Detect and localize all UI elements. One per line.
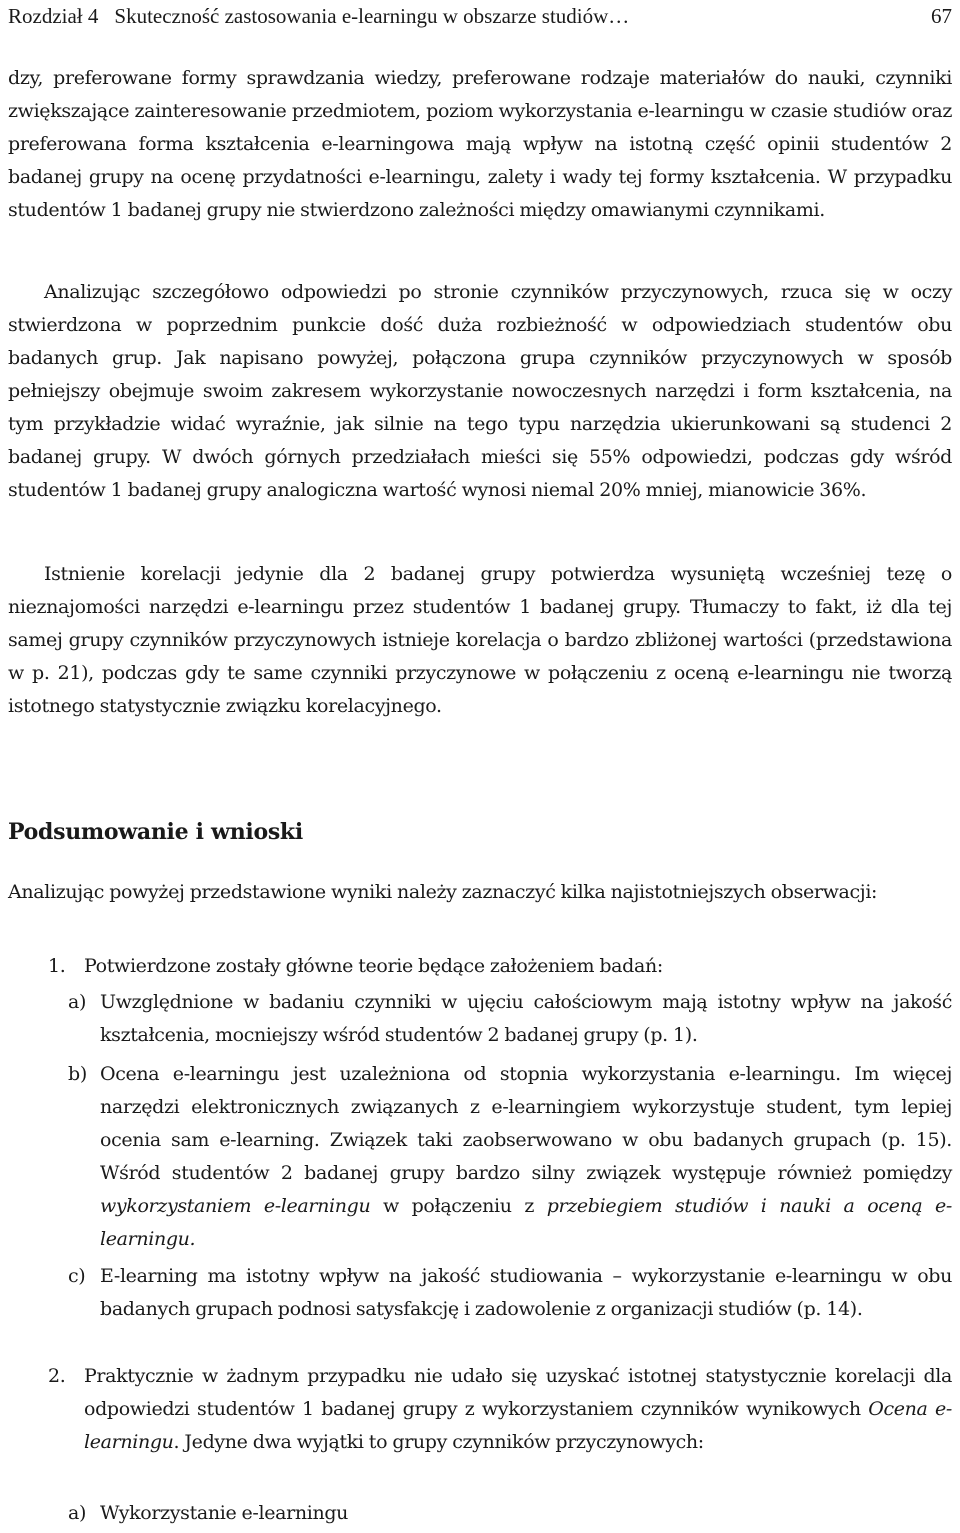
section-heading: Podsumowanie i wnioski bbox=[8, 819, 303, 845]
paragraph-continuation: dzy, preferowane formy sprawdzania wiedzy, preferowane rodzaje materiałów do nauki, czynniki zwiększające zainteresowanie przedmiotem, poziom wykorzystania e-learningu w czasie studiów oraz preferowana forma kształcenia e-learningowa mają wpływ na istotną część opinii studentów 2 badanej grupy na ocenę przydatności e-learningu, zalety i wady tej formy kształcenia. W przypadku studentów 1 badanej grupy nie stwierdzono zależności między omawianymi czynnikami. bbox=[8, 67, 952, 221]
sub-item-c bbox=[68, 1260, 952, 1326]
sub-item-text: Uwzględnione w badaniu czynniki w ujęciu całościowym mają istotny wpływ na jakość kształcenia, mocniejszy wśród studentów 2 badanej grupy (p. 1). bbox=[100, 991, 952, 1046]
sub-item-text: w połączeniu z bbox=[370, 1195, 547, 1217]
italic-term: wykorzystaniem e-learningu bbox=[100, 1195, 371, 1217]
sub-item-text: Ocena e-learningu jest uzależniona od stopnia wykorzystania e-learningu. Im więcej narzędzi elektronicznych związanych z e-learningiem wykorzystuje student, tym lepiej ocenia sam e-learning. Związek taki zaobserwowano w obu badanych grupach (p. 15). Wśród studentów 2 badanej grupy bardzo silny związek występuje również pomiędzy bbox=[100, 1063, 952, 1184]
chapter-label: Rozdział 4 bbox=[8, 4, 99, 28]
running-header bbox=[8, 2, 952, 30]
sub-item-b bbox=[68, 1058, 952, 1256]
sub-item-letter: c) bbox=[68, 1265, 86, 1287]
list-item-text: Potwierdzone zostały główne teorie będące założeniem badań: bbox=[84, 955, 663, 977]
italic-term: przebiegiem studiów i nauki a oceną e-learningu. bbox=[100, 1195, 952, 1250]
sub-item-letter: a) bbox=[68, 991, 87, 1013]
summary-intro: Analizując powyżej przedstawione wyniki należy zaznaczyć kilka najistotniejszych obserwacji: bbox=[8, 881, 878, 903]
sub-item-a bbox=[68, 986, 952, 1052]
list-number: 1. bbox=[48, 955, 66, 977]
sub-item-text: E-learning ma istotny wpływ na jakość studiowania – wykorzystanie e-learningu w obu badanych grupach podnosi satysfakcję i zadowolenie z organizacji studiów (p. 14). bbox=[100, 1265, 952, 1320]
header-left bbox=[8, 2, 629, 30]
sub-item-text: Wykorzystanie e-learningu bbox=[100, 1502, 349, 1524]
list-item-text: Praktycznie w żadnym przypadku nie udało się uzyskać istotnej statystycznie korelacji dla odpowiedzi studentów 1 badanej grupy z wykorzystaniem czynników wynikowych bbox=[84, 1365, 952, 1420]
list-item-text: . Jedyne dwa wyjątki to grupy czynników przyczynowych: bbox=[173, 1431, 704, 1453]
sub-item-letter: a) bbox=[68, 1502, 87, 1524]
paragraph-analysis: Analizując szczegółowo odpowiedzi po stronie czynników przyczynowych, rzuca się w oczy stwierdzona w poprzednim punkcie dość duża rozbieżność w odpowiedziach studentów obu badanych grup. Jak napisano powyżej, połączona grupa czynników przyczynowych w sposób pełniejszy obejmuje swoim zakresem wykorzystanie nowoczesnych narzędzi i form kształcenia, na tym przykładzie widać wyraźnie, jak silnie na tego typu narzędzia ukierunkowani są studenci 2 badanej grupy. W dwóch górnych przedziałach mieści się 55% odpowiedzi, podczas gdy wśród studentów 1 badanej grupy analogiczna wartość wynosi niemal 20% mniej, mianowicie 36%. bbox=[8, 281, 952, 501]
list-item-2 bbox=[48, 1360, 952, 1459]
list-number: 2. bbox=[48, 1365, 66, 1387]
paragraph-correlation: Istnienie korelacji jedynie dla 2 badanej grupy potwierdza wysuniętą wcześniej tezę o nieznajomości narzędzi e-learningu przez studentów 1 badanej grupy. Tłumaczy to fakt, iż dla tej samej grupy czynników przyczynowych istnieje korelacja o bardzo zbliżonej wartości (przedstawiona w p. 21), podczas gdy te same czynniki przyczynowe w połączeniu z oceną e-learningu nie tworzą istotnego statystycznie związku korelacyjnego. bbox=[8, 563, 952, 717]
chapter-title: Skuteczność zastosowania e-learningu w obszarze studiów… bbox=[114, 4, 630, 28]
list-item-1 bbox=[48, 950, 952, 983]
sub-item-letter: b) bbox=[68, 1063, 87, 1085]
page-number: 67 bbox=[931, 4, 952, 28]
italic-term: Ocena e-learningu bbox=[84, 1398, 952, 1453]
sub-item-a-second bbox=[68, 1497, 952, 1530]
